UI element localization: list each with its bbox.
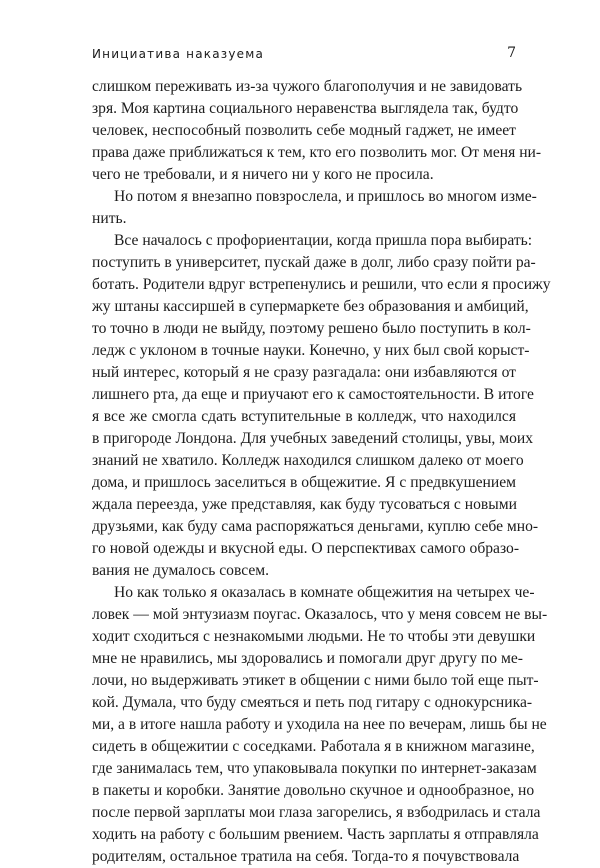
text-line: ждала переезда, уже представляя, как буду тусоваться с новыми [92,496,517,513]
text-line: жу штаны кассиршей в супермаркете без образования и амбиций, [92,298,529,315]
paragraph [92,76,542,186]
text-line: лочи, но выдерживать этикет в общении с ними было той еще пыт- [92,672,539,689]
text-line: знаний не хватило. Колледж находился слишком далеко от моего [92,452,524,469]
running-header [92,47,516,69]
text-line: го новой одежды и вкусной еды. О перспективах самого образо- [92,540,520,557]
text-line: права даже приближаться к тем, кто его позволить мог. От меня ни- [92,144,542,161]
text-line: слишком переживать из-за чужого благополучия и не завидовать [92,78,523,95]
text-line: друзьями, как буду сама распоряжаться деньгами, куплю себе мно- [92,518,539,535]
paragraph [92,582,548,868]
text-line: зря. Моя картина социального неравенства выглядела так, будто [92,100,519,117]
text-line: в пригороде Лондона. Для учебных заведений столицы, увы, моих [92,430,534,447]
text-line: вания не думалось совсем. [92,562,270,579]
text-line: в пакеты и коробки. Занятие довольно скучное и однообразное, но [92,782,535,799]
text-line: чего не требовали, и я ничего ни у кого не просила. [92,166,434,183]
text-line: родителям, остальное тратила на себя. Тогда-то я почувствовала [92,848,520,865]
text-line: ловек — мой энтузиазм поугас. Оказалось, что у меня совсем не вы- [92,606,548,623]
text-line: нить. [92,210,127,227]
paragraph [92,230,551,582]
text-line: ледж с уклоном в точные науки. Конечно, у них был свой корыст- [92,342,530,359]
text-line: кой. Думала, что буду смеяться и петь под гитару с однокурсника- [92,694,533,711]
paragraph [92,186,537,230]
text-line: поступить в университет, пускай даже в долг, либо сразу пойти ра- [92,254,536,271]
text-line: ми, а в итоге нашла работу и уходила на нее по вечерам, лишь бы не [92,716,547,733]
running-title: Инициатива наказуема [92,47,265,61]
text-line: человек, неспособный позволить себе модный гаджет, не имеет [92,122,516,139]
text-line: мне не нравились, мы здоровались и помогали друг другу по ме- [92,650,523,667]
text-line: Но как только я оказалась в комнате общежития на четырех че- [114,584,535,601]
text-line: Но потом я внезапно повзрослела, и пришлось во многом изме- [114,188,537,205]
text-line: я все же смогла сдать вступительные в колледж, что находился [92,408,516,425]
text-line: ходит сходиться с незнакомыми людьми. Не то чтобы эти девушки [92,628,536,645]
page-number: 7 [507,45,516,61]
text-line: дома, и пришлось заселиться в общежитие. Я с предвкушением [92,474,516,491]
text-line: то точно в люди не выйду, поэтому решено было поступить в кол- [92,320,531,337]
text-line: сидеть в общежитии с соседками. Работала я в книжном магазине, [92,738,535,755]
text-line: ботать. Родители вдруг встрепенулись и решили, что если я просижу [92,276,551,293]
text-line: после первой зарплаты мои глаза загорелись, я взбодрилась и стала [92,804,541,821]
text-line: ный интерес, который я не сразу разгадала: они избавляются от [92,364,516,381]
text-line: Все началось с профориентации, когда пришла пора выбирать: [114,232,533,249]
body-text [92,76,551,868]
text-line: где занималась тем, что упаковывала покупки по интернет-заказам [92,760,537,777]
text-line: лишнего рта, да еще и приучают его к самостоятельности. В итоге [92,386,534,403]
text-line: ходить на работу с большим рвением. Часть зарплаты я отправляла [92,826,539,843]
